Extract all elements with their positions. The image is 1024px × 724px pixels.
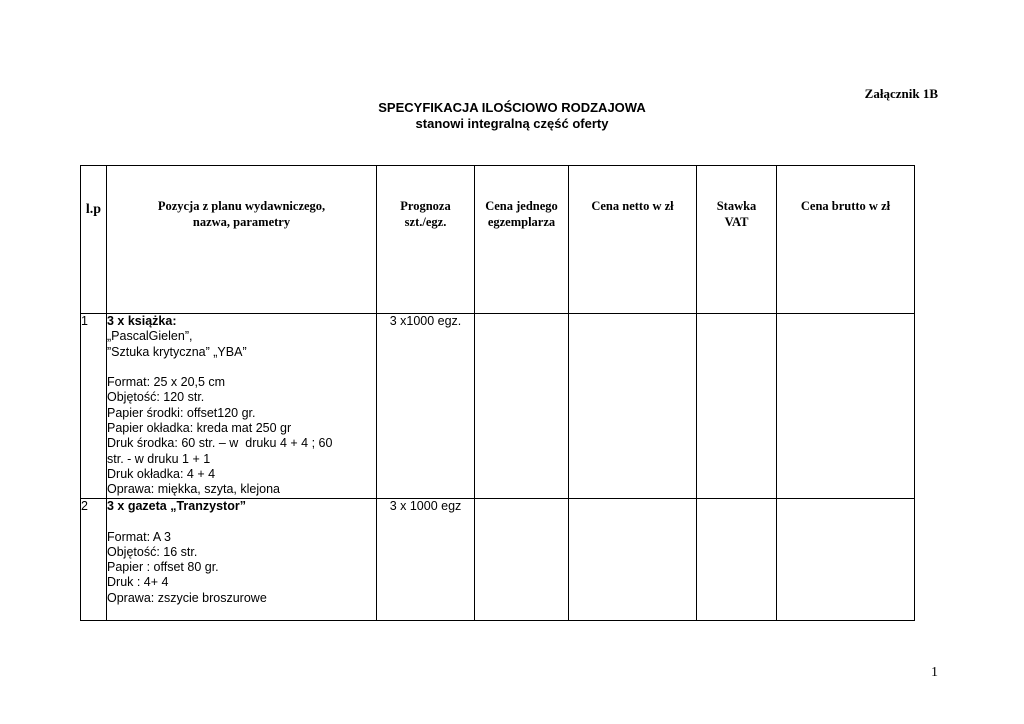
title-block [0,100,1024,132]
gross-price-cell [777,314,915,499]
description-line: Papier środki: offset120 gr. [107,405,256,420]
description-line: Oprawa: zszycie broszurowe [107,590,267,605]
gross-price-cell [777,499,915,621]
header-net-price: Cena netto w zł [569,166,697,314]
header-row [81,166,915,314]
description-line: Oprawa: miękka, szyta, klejona [107,482,280,497]
position-description [107,314,377,499]
unit-price-cell [475,314,569,499]
row-number: 2 [81,499,107,621]
row-number: 1 [81,314,107,499]
description-line: Druk środka: 60 str. – w druku 4 + 4 ; 60 [107,436,333,451]
net-price-cell [569,314,697,499]
position-description [107,499,377,621]
description-line: Objętość: 120 str. [107,390,205,405]
description-line: ”Sztuka krytyczna” „YBA” [107,344,247,359]
vat-cell [697,499,777,621]
description-line: Objętość: 16 str. [107,544,198,559]
position-title: 3 x gazeta „Tranzystor” [107,499,246,513]
description-line: Papier : offset 80 gr. [107,560,219,575]
header-forecast: Prognoza szt./egz. [377,166,475,314]
forecast-quantity: 3 x1000 egz. [377,314,475,499]
document-title: SPECYFIKACJA ILOŚCIOWO RODZAJOWA [378,100,646,115]
header-vat: Stawka VAT [697,166,777,314]
description-line: Format: A 3 [107,529,171,544]
description-line: Druk okładka: 4 + 4 [107,466,216,481]
table-row [81,314,915,499]
description-line: Druk : 4+ 4 [107,575,169,590]
header-gross-price: Cena brutto w zł [777,166,915,314]
table-row [81,499,915,621]
header-unit-price: Cena jednego egzemplarza [475,166,569,314]
document-subtitle: stanowi integralną część oferty [415,116,609,131]
forecast-quantity: 3 x 1000 egz [377,499,475,621]
position-title: 3 x książka: [107,314,177,328]
unit-price-cell [475,499,569,621]
description-line: str. - w druku 1 + 1 [107,451,211,466]
page-number: 1 [931,665,938,680]
net-price-cell [569,499,697,621]
annex-label: Załącznik 1B [864,86,938,101]
header-position: Pozycja z planu wydawniczego, nazwa, parametry [107,166,377,314]
vat-cell [697,314,777,499]
specification-table [80,165,915,621]
description-line: Format: 25 x 20,5 cm [107,375,226,390]
description-line: „PascalGielen”, [107,329,193,344]
description-line: Papier okładka: kreda mat 250 gr [107,421,292,436]
header-lp: l.p [81,166,107,314]
